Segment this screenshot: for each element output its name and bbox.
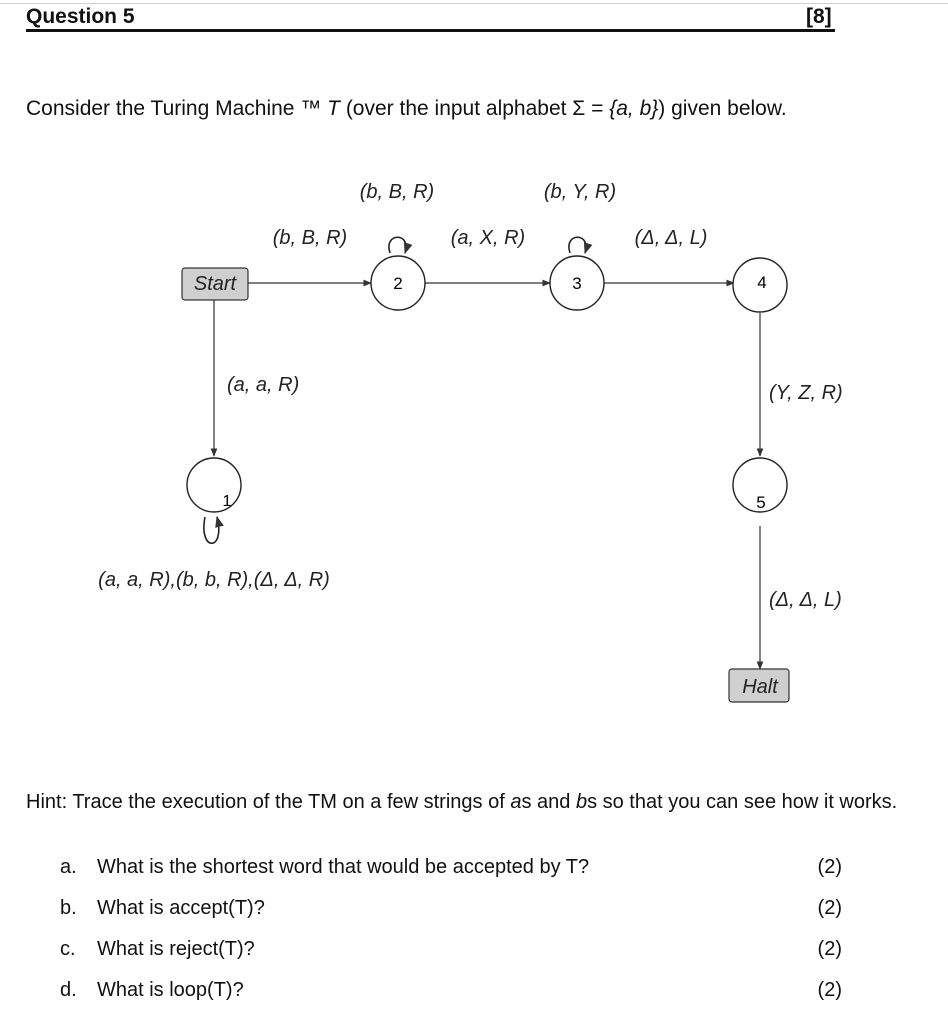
hint-b: b	[575, 791, 588, 813]
question-list	[60, 852, 850, 1016]
top-rule	[0, 3, 948, 4]
machine-name: T	[327, 97, 340, 120]
title-underline	[26, 29, 835, 32]
question-text: What is reject(T)?	[97, 938, 255, 960]
hint-text-3: s so that you can see how it works.	[587, 791, 898, 813]
question-letter: d.	[60, 979, 77, 1001]
transition-start-to-2: (b, B, R)	[272, 227, 348, 249]
question-item	[60, 852, 850, 893]
self-loop-1	[204, 517, 219, 543]
transition-start-to-1: (a, a, R)	[227, 374, 300, 396]
question-item	[60, 893, 850, 934]
question-marks: (2)	[817, 897, 842, 919]
intro-paragraph	[26, 94, 856, 124]
question-text: What is accept(T)?	[97, 897, 265, 919]
question-item	[60, 934, 850, 975]
hint-paragraph	[26, 788, 906, 817]
start-label: Start	[193, 273, 237, 295]
question-marks: (2)	[817, 938, 842, 960]
question-text: What is the shortest word that would be accepted by T?	[97, 856, 590, 878]
state-5-label: 5	[756, 493, 766, 512]
turing-machine-diagram	[0, 150, 948, 710]
transition-3-to-4: (Δ, Δ, L)	[634, 227, 708, 249]
state-1-circle	[187, 458, 241, 512]
intro-text-2: (over the input alphabet Σ =	[339, 97, 610, 120]
question-item	[60, 975, 850, 1016]
transition-loop-3: (b, Y, R)	[543, 181, 617, 203]
question-marks: (2)	[817, 979, 842, 1001]
state-1-label: 1	[222, 493, 232, 510]
alphabet-set: {a, b}	[609, 97, 659, 120]
question-text: What is loop(T)?	[97, 979, 244, 1001]
self-loop-2	[389, 237, 406, 253]
question-title: Question 5	[26, 5, 135, 28]
hint-text-1: Hint: Trace the execution of the TM on a few strings of	[26, 791, 511, 813]
question-marks: (2)	[817, 856, 842, 878]
transition-5-to-halt: (Δ, Δ, L)	[769, 589, 842, 611]
state-2-label: 2	[393, 274, 403, 293]
intro-text-1: Consider the Turing Machine ™	[26, 97, 328, 120]
halt-label: Halt	[742, 676, 778, 698]
transition-loop-1: (a, a, R),(b, b, R),(Δ, Δ, R)	[98, 569, 330, 591]
transition-2-to-3: (a, X, R)	[450, 227, 526, 249]
hint-text-2: s and	[521, 791, 576, 813]
question-letter: c.	[60, 938, 76, 960]
transition-4-to-5: (Y, Z, R)	[769, 382, 843, 404]
state-4-label: 4	[757, 273, 767, 292]
transition-loop-2: (b, B, R)	[359, 181, 435, 203]
hint-a: a	[510, 791, 522, 813]
question-letter: a.	[60, 856, 77, 878]
state-3-label: 3	[572, 274, 582, 293]
question-letter: b.	[60, 897, 77, 919]
intro-text-3: ) given below.	[658, 97, 787, 120]
question-marks: [8]	[806, 5, 832, 28]
self-loop-3	[569, 237, 586, 253]
